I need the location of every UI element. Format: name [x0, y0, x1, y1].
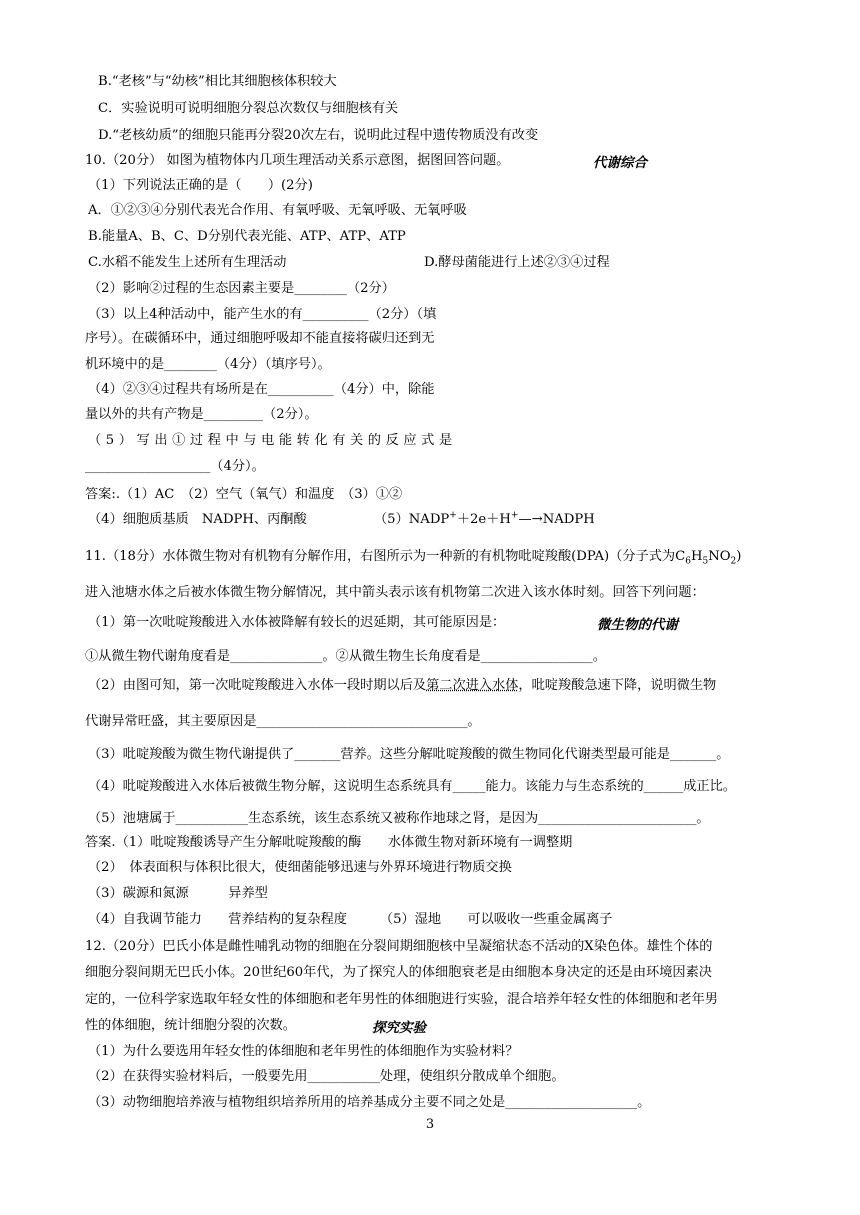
- q11-part2-line2: 代谢异常旺盛，其主要原因是________________________________。: [85, 714, 481, 729]
- q11-answer-line2: （2） 体表面积与体积比很大，使细菌能够迅速与外界环境进行物质交换: [88, 860, 512, 875]
- q10-part2: （2）影响②过程的生态因素主要是________（2分）: [88, 281, 395, 296]
- q11-part1-subitems: ①从微生物代谢角度看是______________。②从微生物生长角度看是_________________。: [85, 649, 606, 664]
- q11-part2-line1: （2）由图可知，第一次吡啶羧酸进入水体一段时期以后及第二次进入水体，吡啶羧酸急速下降，说明微生物: [88, 678, 717, 693]
- question-12-line3: 定的，一位科学家选取年轻女性的体细胞和老年男性的体细胞进行实验，混合培养年轻女性的体细胞和老年男: [85, 992, 718, 1007]
- q11-answer-line1: 答案.（1）吡啶羧酸诱导产生分解吡啶羧酸的酶 水体微生物对新环境有一调整期: [85, 835, 573, 850]
- q10-part5-line1: （5）写出①过程中与电能转化有关的反应式是: [88, 433, 457, 448]
- q11-answer-line3: （3）碳源和氮源 异养型: [88, 886, 268, 901]
- q12-part3: （3）动物细胞培养液与植物组织培养所用的培养基成分主要不同之处是____________________。: [88, 1095, 651, 1110]
- topic-tag-microbial-metabolism: 微生物的代谢: [597, 617, 678, 633]
- question-11-stem-line2: 进入池塘水体之后被水体微生物分解情况，其中箭头表示该有机物第二次进入该水体时刻。回答下列问题：: [85, 585, 705, 600]
- q10-option-c: C.水稻不能发生上述所有生理活动: [88, 255, 287, 270]
- q10-part5-line2: ___________________（4分）。: [85, 459, 265, 474]
- question-12-line2: 细胞分裂间期无巴氏小体。20世纪60年代，为了探究人的体细胞衰老是由细胞本身决定的还是由环境因素决: [85, 965, 712, 980]
- q11-part5: （5）池塘属于___________生态系统，该生态系统又被称作地球之肾，是因为________________________。: [88, 811, 710, 826]
- q10-part3-line1: （3）以上4种活动中，能产生水的有__________（2分）（填: [88, 307, 437, 322]
- q10-part4-line1: （4）②③④过程共有场所是在__________（4分）中，除能: [88, 382, 435, 397]
- q10-part4-line2: 量以外的共有产物是_________（2分）。: [85, 407, 318, 422]
- question-12-line1: 12.（20分）巴氏小体是雌性哺乳动物的细胞在分裂间期细胞核中呈凝缩状态不活动的X染色体。雄性个体的: [85, 939, 713, 954]
- q10-part3-line3: 机环境中的是________（4分）（填序号）。: [85, 357, 331, 372]
- q10-answer-line2b: （5）NADP+＋2e＋H+—→NADPH: [374, 510, 595, 527]
- q12-part1: （1）为什么要选用年轻女性的体细胞和老年男性的体细胞作为实验材料？: [88, 1044, 519, 1059]
- q10-option-b: B.能量A、B、C、D分别代表光能、ATP、ATP、ATP: [88, 229, 406, 244]
- q10-part3-line2: 序号）。在碳循环中，通过细胞呼吸却不能直接将碳归还到无: [85, 331, 435, 346]
- topic-tag-metabolism: 代谢综合: [593, 155, 647, 171]
- topic-tag-experiment: 探究实验: [372, 1020, 426, 1036]
- q10-answer-line2a: （4）细胞质基质 NADPH、丙酮酸: [88, 512, 307, 527]
- q12-part2: （2）在获得实验材料后，一般要先用___________处理，使组织分散成单个细胞。: [88, 1069, 565, 1084]
- q11-part3: （3）吡啶羧酸为微生物代谢提供了_______营养。这些分解吡啶羧酸的微生物同化代谢类型最可能是_______。: [88, 747, 730, 762]
- q11-part4: （4）吡啶羧酸进入水体后被微生物分解，这说明生态系统具有_____能力。该能力与生态系统的______成正比。: [88, 779, 736, 794]
- q10-answer-line1: 答案:.（1）AC （2）空气（氧气）和温度 （3）①②: [85, 487, 403, 502]
- q11-part1: （1）第一次吡啶羧酸进入水体被降解有较长的迟延期，其可能原因是：: [88, 615, 506, 630]
- q10-part1: （1）下列说法正确的是（ ）(2分): [88, 178, 313, 193]
- option-c: C．实验说明可说明细胞分裂总次数仅与细胞核有关: [98, 101, 399, 116]
- question-12-line4: 性的体细胞，统计细胞分裂的次数。: [85, 1018, 296, 1033]
- question-10-stem: 10.（20分） 如图为植物体内几项生理活动关系示意图，据图回答问题。: [85, 153, 510, 168]
- q10-option-a: A．①②③④分别代表光合作用、有氧呼吸、无氧呼吸、无氧呼吸: [88, 203, 467, 218]
- question-11-stem-line1: 11.（18分）水体微生物对有机物有分解作用，右图所示为一种新的有机物吡啶羧酸(DPA)（分子式为$C_6H_5NO_2$): [85, 549, 742, 567]
- q10-option-d: D.酵母菌能进行上述②③④过程: [424, 255, 610, 270]
- q11-answer-line4: （4）自我调节能力 营养结构的复杂程度 （5）湿地 可以吸收一些重金属离子: [88, 912, 613, 927]
- option-b: B.“老核”与“幼核”相比其细胞核体积较大: [98, 74, 337, 89]
- option-d: D.“老核幼质”的细胞只能再分裂20次左右，说明此过程中遗传物质没有改变: [98, 128, 539, 143]
- page-number: 3: [425, 1117, 435, 1132]
